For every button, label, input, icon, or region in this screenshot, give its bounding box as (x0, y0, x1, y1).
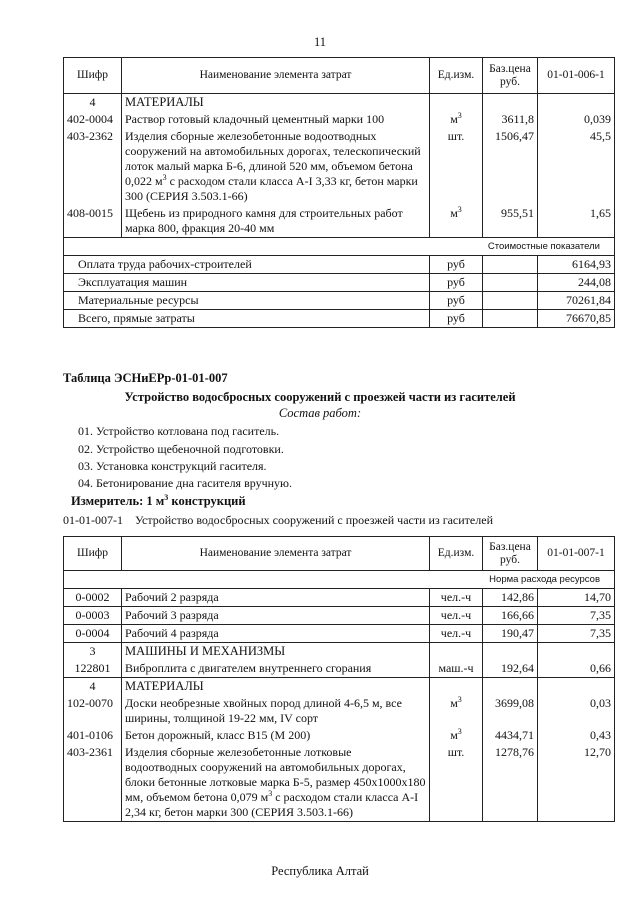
row-value: 0,03 (538, 695, 615, 727)
header-price: Баз.цена руб. (483, 58, 538, 94)
section-number: 4 (64, 94, 122, 112)
table-row (64, 744, 615, 822)
row-code: 403-2361 (64, 744, 122, 822)
cost-header: Стоимостные показатели (64, 238, 615, 256)
total-unit: руб (430, 310, 483, 328)
page-number: 11 (313, 35, 327, 49)
row-price: 190,47 (483, 625, 538, 643)
resource-table-01-01-006-1 (63, 57, 615, 328)
row-name: Рабочий 2 разряда (122, 589, 430, 607)
row-name: Изделия сборные железобетонные водоотводных сооружений на автомобильных дорогах, телескопический лоток малый марка Б-6, длиной 520 мм, объемом бетона 0,022 $м^3$ с расходом стали класса А-I 3,33 кг, бетон марки 300 (СЕРИЯ 3.503.1-66) (122, 128, 430, 205)
row-price: 192,64 (483, 660, 538, 678)
row-unit: маш.-ч (430, 660, 483, 678)
section-title: МАТЕРИАЛЫ (122, 678, 430, 696)
table-row (64, 111, 615, 128)
row-price: 955,51 (483, 205, 538, 238)
row-code: 102-0070 (64, 695, 122, 727)
total-row (64, 310, 615, 328)
row-price: 142,86 (483, 589, 538, 607)
total-row (64, 256, 615, 274)
row-price: 3611,8 (483, 111, 538, 128)
measure-unit: Измеритель: 1 $м^3$ конструкций (71, 492, 246, 508)
total-unit: руб (430, 292, 483, 310)
table-row (64, 660, 615, 678)
resource-table-01-01-007-1 (63, 536, 615, 822)
cost-header-row (64, 238, 615, 256)
row-code: 0-0002 (64, 589, 122, 607)
header-code: Шифр (64, 537, 122, 571)
section-title: МАТЕРИАЛЫ (122, 94, 430, 112)
table-title: Таблица ЭСНиЕРр-01-01-007 (63, 371, 228, 385)
table-row (64, 128, 615, 205)
section-row (64, 678, 615, 696)
row-unit: чел.-ч (430, 607, 483, 625)
row-code: 0-0004 (64, 625, 122, 643)
row-code: 408-0015 (64, 205, 122, 238)
row-code: 403-2362 (64, 128, 122, 205)
row-price: 1506,47 (483, 128, 538, 205)
work-item: 03. Установка конструкций гасителя. (78, 459, 267, 473)
row-price: 1278,76 (483, 744, 538, 822)
table-row (64, 625, 615, 643)
header-name: Наименование элемента затрат (122, 537, 430, 571)
header-norm: 01-01-007-1 (538, 537, 615, 571)
table-row (64, 205, 615, 238)
row-value: 45,5 (538, 128, 615, 205)
page-footer: Республика Алтай (271, 864, 369, 878)
total-value: 6164,93 (538, 256, 615, 274)
row-value: 7,35 (538, 625, 615, 643)
row-unit: чел.-ч (430, 589, 483, 607)
row-name: Изделия сборные железобетонные лотковые водоотводных сооружений на автомобильных дорогах, блоки бетонные лотковые марка Б-5, размер 450х1000х180 мм, объемом бетона 0,079 $м^3$ с расходом стали класса А-I 2,34 кг, бетон марки 300 (СЕРИЯ 3.503.1-66) (122, 744, 430, 822)
work-item: 01. Устройство котлована под гаситель. (78, 424, 280, 438)
total-row (64, 292, 615, 310)
total-value: 244,08 (538, 274, 615, 292)
row-unit: $м^3$ (430, 111, 483, 128)
header-name: Наименование элемента затрат (122, 58, 430, 94)
row-value: 7,35 (538, 607, 615, 625)
row-value: 12,70 (538, 744, 615, 822)
composition-label: Состав работ: (278, 406, 362, 420)
section-row (64, 643, 615, 661)
row-value: 1,65 (538, 205, 615, 238)
work-item: 04. Бетонирование дна гасителя вручную. (78, 476, 293, 490)
total-label: Материальные ресурсы (64, 292, 430, 310)
row-name: Щебень из природного камня для строительных работ марка 800, фракция 20-40 мм (122, 205, 430, 238)
table-row (64, 607, 615, 625)
row-unit: шт. (430, 128, 483, 205)
header-norm: 01-01-006-1 (538, 58, 615, 94)
row-code: 401-0106 (64, 727, 122, 744)
row-value: 0,66 (538, 660, 615, 678)
header-unit: Ед.изм. (430, 537, 483, 571)
row-unit: $м^3$ (430, 205, 483, 238)
row-value: 14,70 (538, 589, 615, 607)
row-price: 166,66 (483, 607, 538, 625)
norm-header: Норма расхода ресурсов (64, 571, 615, 589)
row-price: 4434,71 (483, 727, 538, 744)
header-code: Шифр (64, 58, 122, 94)
row-price: 3699,08 (483, 695, 538, 727)
total-value: 70261,84 (538, 292, 615, 310)
total-unit: руб (430, 256, 483, 274)
row-name: Доски необрезные хвойных пород длиной 4-6,5 м, все ширины, толщиной 19-22 мм, IV сорт (122, 695, 430, 727)
norm-code-line: 01-01-007-1 Устройство водосбросных сооружений с проезжей части из гасителей (63, 513, 493, 527)
header-price: Баз.цена руб. (483, 537, 538, 571)
section-row (64, 94, 615, 112)
table-row (64, 727, 615, 744)
table-header-row (64, 537, 615, 571)
table-header-row (64, 58, 615, 94)
row-value: 0,039 (538, 111, 615, 128)
row-unit: $м^3$ (430, 695, 483, 727)
row-code: 122801 (64, 660, 122, 678)
row-unit: чел.-ч (430, 625, 483, 643)
section-title: МАШИНЫ И МЕХАНИЗМЫ (122, 643, 430, 661)
row-name: Раствор готовый кладочный цементный марки 100 (122, 111, 430, 128)
row-unit: шт. (430, 744, 483, 822)
row-name: Рабочий 4 разряда (122, 625, 430, 643)
row-code: 402-0004 (64, 111, 122, 128)
row-code: 0-0003 (64, 607, 122, 625)
table-row (64, 695, 615, 727)
row-name: Рабочий 3 разряда (122, 607, 430, 625)
total-row (64, 274, 615, 292)
total-label: Эксплуатация машин (64, 274, 430, 292)
row-value: 0,43 (538, 727, 615, 744)
total-label: Всего, прямые затраты (64, 310, 430, 328)
work-item: 02. Устройство щебеночной подготовки. (78, 442, 284, 456)
total-label: Оплата труда рабочих-строителей (64, 256, 430, 274)
norm-header-row (64, 571, 615, 589)
section-number: 3 (64, 643, 122, 661)
header-unit: Ед.изм. (430, 58, 483, 94)
total-value: 76670,85 (538, 310, 615, 328)
row-unit: $м^3$ (430, 727, 483, 744)
section-number: 4 (64, 678, 122, 696)
table-row (64, 589, 615, 607)
row-name: Виброплита с двигателем внутреннего сгорания (122, 660, 430, 678)
table-subtitle: Устройство водосбросных сооружений с проезжей части из гасителей (124, 390, 516, 404)
row-name: Бетон дорожный, класс В15 (М 200) (122, 727, 430, 744)
total-unit: руб (430, 274, 483, 292)
